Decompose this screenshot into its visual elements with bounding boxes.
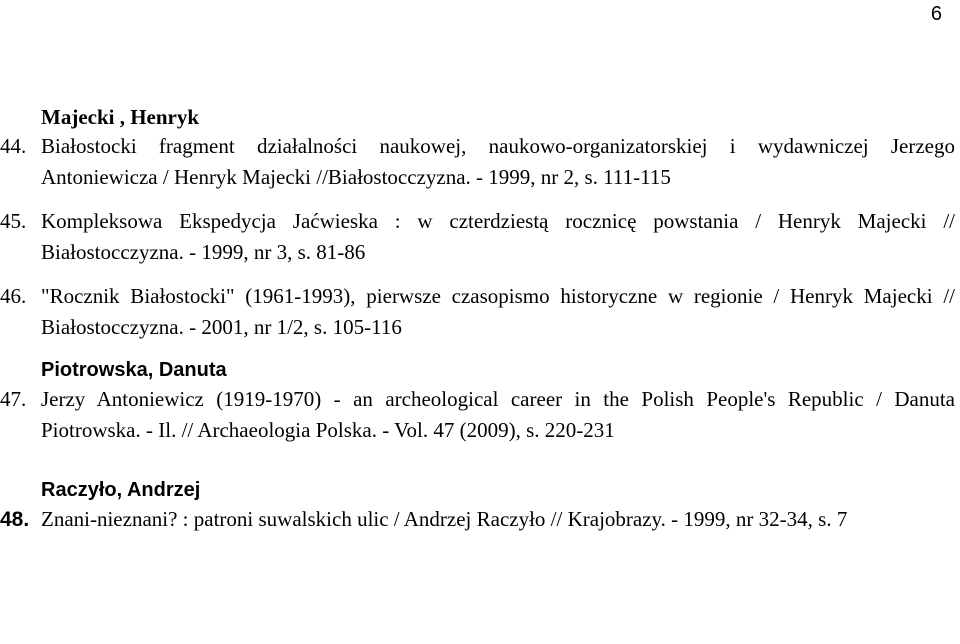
entry-text: Jerzy Antoniewicz (1919-1970) - an archeological career in the Polish People's Republic / Danuta Piotrowska. - Il. // Archaeologia Polska. - Vol. 47 (2009), s. 220-231: [41, 387, 955, 442]
bibliography-entry: [0, 504, 955, 535]
bibliography-entry: [0, 384, 955, 446]
entry-text: Znani-nieznani? : patroni suwalskich ulic / Andrzej Raczyło // Krajobrazy. - 1999, nr 32-34, s. 7: [41, 507, 848, 531]
entry-number: 44.: [0, 134, 27, 158]
entry-number: 45.: [0, 209, 27, 233]
page-number: 6: [930, 3, 942, 25]
bibliography-entry: [0, 281, 955, 343]
entry-text: Białostocki fragment działalności naukowej, naukowo-organizatorskiej i wydawniczej Jerzego Antoniewicza / Henryk Majecki //Białostocczyzna. - 1999, nr 2, s. 111-115: [41, 134, 955, 189]
entry-number: 48.: [0, 508, 30, 531]
author-heading: Majecki , Henryk: [41, 105, 200, 129]
bibliography-content: [0, 103, 955, 535]
entry-text: "Rocznik Białostocki" (1961-1993), pierwsze czasopismo historyczne w regionie / Henryk Majecki // Białostocczyzna. - 2001, nr 1/2, s. 105-116: [41, 284, 955, 339]
bibliography-entry: [0, 206, 955, 268]
entry-number: 47.: [0, 387, 27, 411]
entry-number: 46.: [0, 284, 27, 308]
bibliography-entry: [0, 131, 955, 193]
author-heading: Raczyło, Andrzej: [41, 479, 201, 501]
author-heading: Piotrowska, Danuta: [41, 359, 227, 381]
entry-text: Kompleksowa Ekspedycja Jaćwieska : w czterdziestą rocznicę powstania / Henryk Majecki // Białostocczyzna. - 1999, nr 3, s. 81-86: [41, 209, 955, 264]
